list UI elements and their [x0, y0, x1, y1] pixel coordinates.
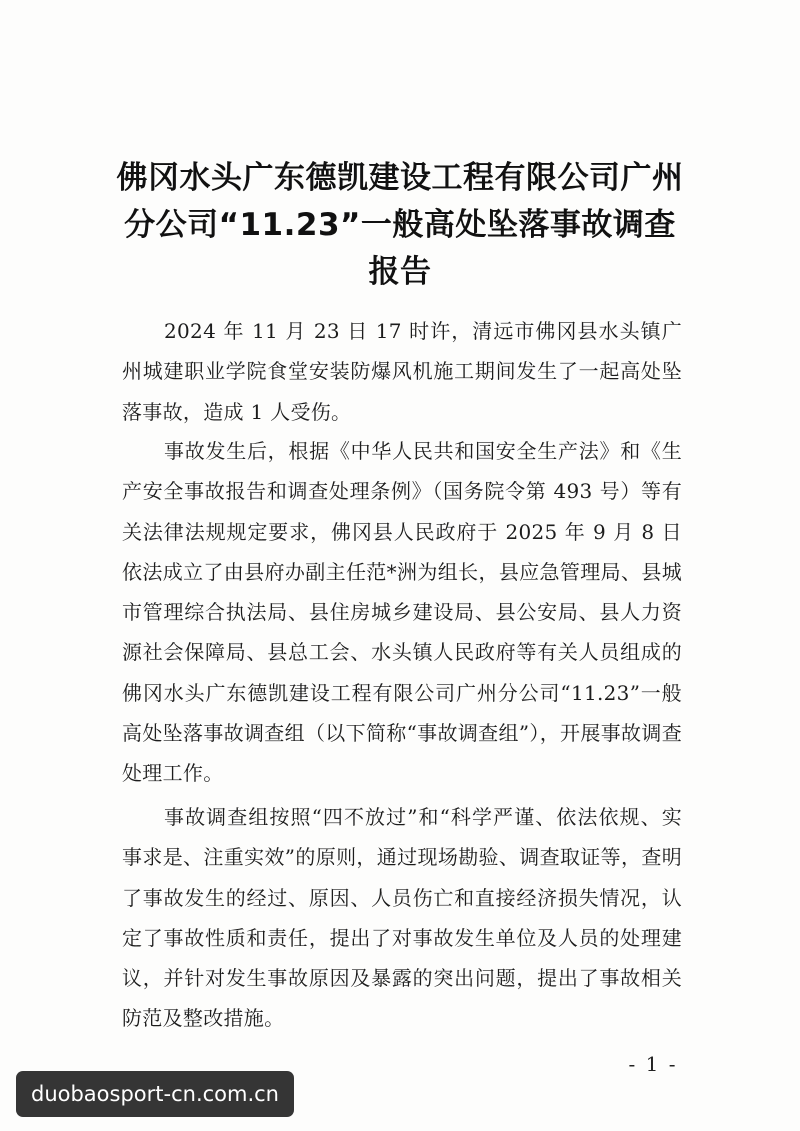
title-line-3: 报告: [368, 253, 432, 290]
page-number: - 1 -: [628, 1052, 678, 1076]
watermark-banner: duobaosport-cn.com.cn: [16, 1071, 294, 1117]
title-line-2: 分公司“11.23”一般高处坠落事故调查: [124, 206, 676, 243]
title-line-1: 佛冈水头广东德凯建设工程有限公司广州: [116, 159, 684, 196]
paragraph-investigation-team: 事故发生后，根据《中华人民共和国安全生产法》和《生产安全事故报告和调查处理条例》（国务院令第 493 号）等有关法律法规规定要求，佛冈县人民政府于 2025 年 9 月 8 日依法成立了由县府办副主任范*洲为组长，县应急管理局、县城市管理综合执法局、县住房城乡建设局、县公安局、县人力资源社会保障局、县总工会、水头镇人民政府等有关人员组成的佛冈水头广东德凯建设工程有限公司广州分公司“11.23”一般高处坠落事故调查组（以下简称“事故调查组”），开展事故调查处理工作。: [122, 439, 682, 786]
paragraph-incident-summary: 2024 年 11 月 23 日 17 时许，清远市佛冈县水头镇广州城建职业学院食堂安装防爆风机施工期间发生了一起高处坠落事故，造成 1 人受伤。: [122, 319, 682, 424]
paragraph-investigation-principles: 事故调查组按照“四不放过”和“科学严谨、依法依规、实事求是、注重实效”的原则，通过现场勘验、调查取证等，查明了事故发生的经过、原因、人员伤亡和直接经济损失情况，认定了事故性质和责任，提出了对事故发生单位及人员的处理建议，并针对发生事故原因及暴露的突出问题，提出了事故相关防范及整改措施。: [122, 805, 682, 1031]
document-title: [110, 155, 690, 296]
